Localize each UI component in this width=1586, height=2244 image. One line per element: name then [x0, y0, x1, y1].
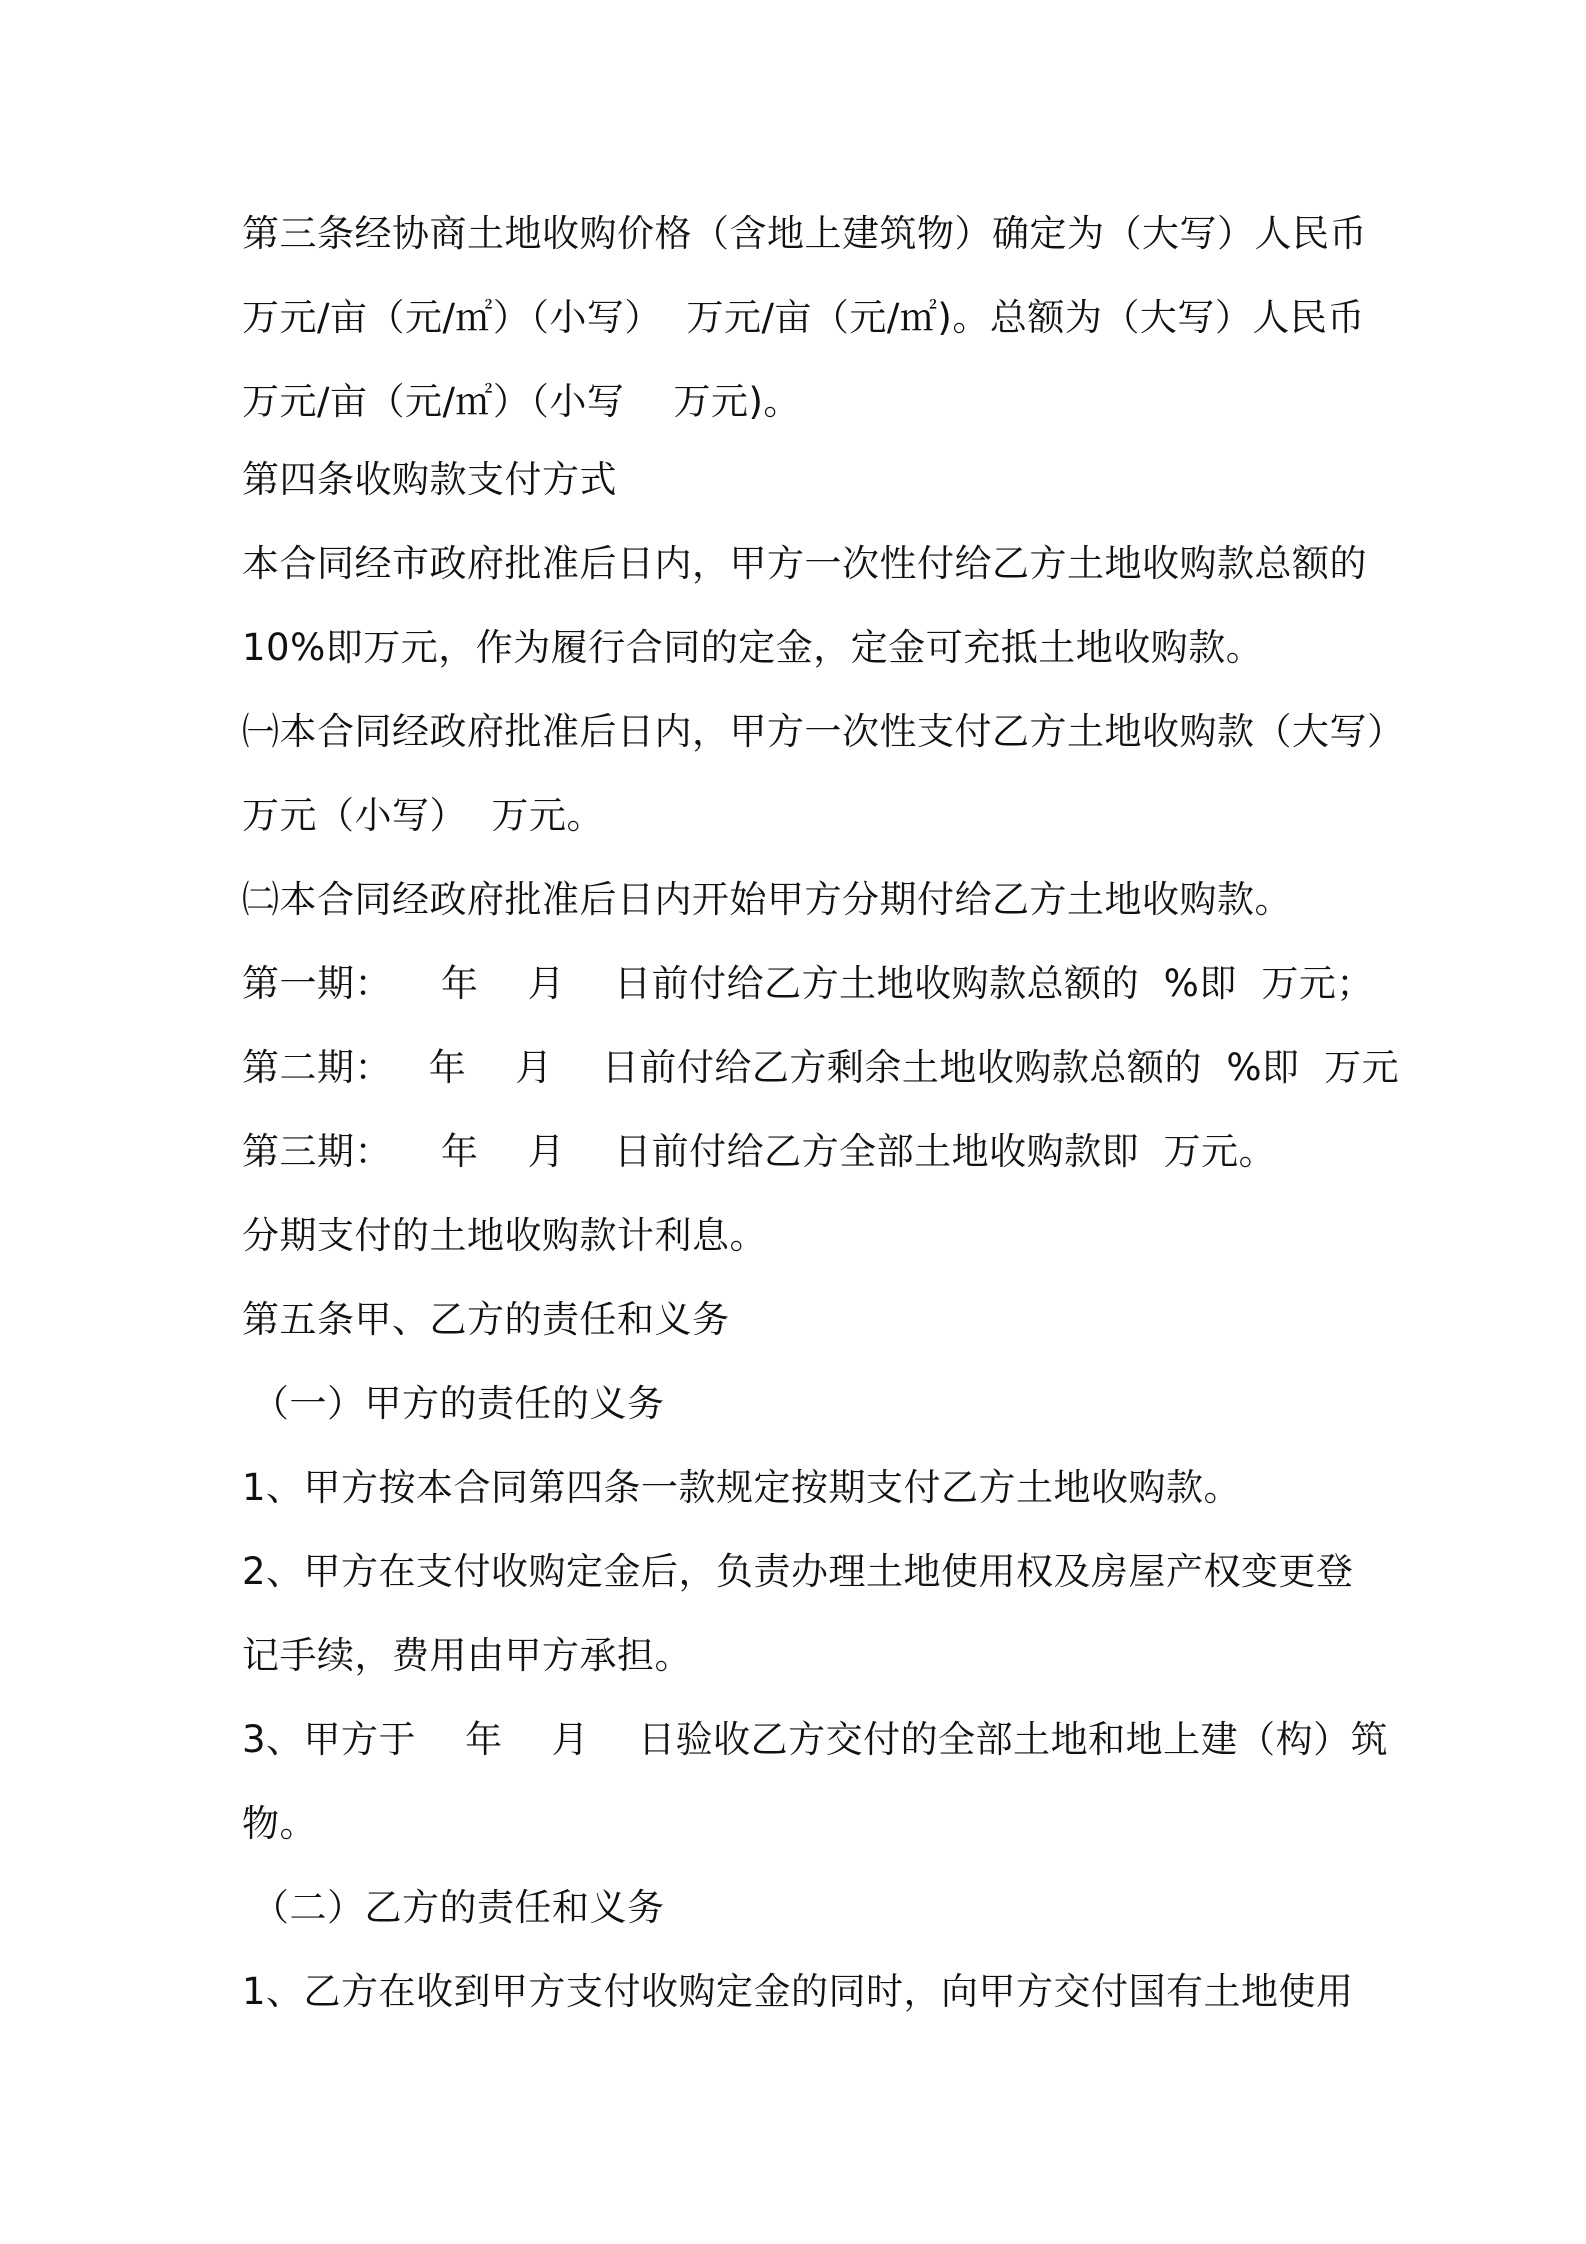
- text-line: ㈠本合同经政府批准后日内，甲方一次性支付乙方土地收购款（大写）: [242, 710, 1405, 753]
- text-line: 万元/亩（元/㎡）（小写 万元)。: [242, 380, 801, 423]
- subsection-heading: （一）甲方的责任的义务: [252, 1382, 665, 1425]
- text-line: 第三条经协商土地收购价格（含地上建筑物）确定为（大写）人民币: [242, 212, 1367, 255]
- section-heading: 第五条甲、乙方的责任和义务: [242, 1298, 730, 1341]
- section-heading: 第四条收购款支付方式: [242, 458, 617, 501]
- text-line: 物。: [242, 1802, 317, 1845]
- text-line: 3、甲方于 年 月 日验收乙方交付的全部土地和地上建（构）筑: [242, 1718, 1389, 1761]
- installment-line: 第三期： 年 月 日前付给乙方全部土地收购款即 万元。: [242, 1130, 1277, 1173]
- text-line: 万元/亩（元/㎡）（小写） 万元/亩（元/㎡)。总额为（大写）人民币: [242, 296, 1365, 339]
- text-line: 万元（小写） 万元。: [242, 794, 605, 837]
- text-line: 本合同经市政府批准后日内，甲方一次性付给乙方土地收购款总额的: [242, 542, 1367, 585]
- subsection-heading: （二）乙方的责任和义务: [252, 1886, 665, 1929]
- text-line: 记手续，费用由甲方承担。: [242, 1634, 692, 1677]
- text-line: ㈡本合同经政府批准后日内开始甲方分期付给乙方土地收购款。: [242, 878, 1292, 921]
- text-line: 10%即万元，作为履行合同的定金，定金可充抵土地收购款。: [242, 626, 1264, 669]
- installment-line: 第二期： 年 月 日前付给乙方剩余土地收购款总额的 %即 万元: [242, 1046, 1400, 1089]
- installment-line: 第一期： 年 月 日前付给乙方土地收购款总额的 %即 万元；: [242, 962, 1374, 1005]
- text-line: 1、甲方按本合同第四条一款规定按期支付乙方土地收购款。: [242, 1466, 1242, 1509]
- text-line: 2、甲方在支付收购定金后，负责办理土地使用权及房屋产权变更登: [242, 1550, 1354, 1593]
- text-line: 1、乙方在收到甲方支付收购定金的同时，向甲方交付国有土地使用: [242, 1970, 1354, 2013]
- text-line: 分期支付的土地收购款计利息。: [242, 1214, 767, 1257]
